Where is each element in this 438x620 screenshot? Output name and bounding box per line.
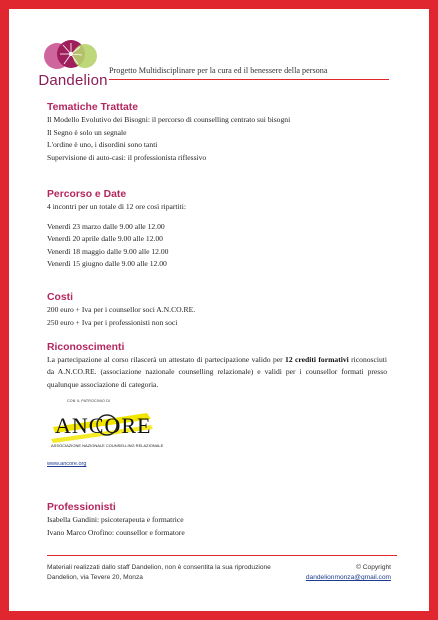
section-tematiche <box>47 101 290 164</box>
paragraph-bold: 12 crediti formativi <box>285 355 349 364</box>
list-item: Venerdì 18 maggio dalle 9.00 alle 12.00 <box>47 246 169 256</box>
section-title: Riconoscimenti <box>47 342 125 353</box>
header-subtitle: Progetto Multidisciplinare per la cura ed il benessere della persona <box>109 66 328 75</box>
list-item: Supervisione di auto-casi: il professionista riflessivo <box>47 152 207 162</box>
logo-text: Dandelion <box>38 72 108 89</box>
list-item: Ivano Marco Orofino: counsellor e formatore <box>47 527 185 537</box>
ancore-patronage: CON IL PATROCINIO DI <box>67 399 111 403</box>
section-title: Percorso e Date <box>47 189 127 200</box>
footer-right <box>299 563 391 583</box>
ancore-wordmark: ANCORE <box>55 413 152 438</box>
section-title: Costi <box>47 292 73 303</box>
list-item: Venerdì 20 aprile dalle 9.00 alle 12.00 <box>47 234 163 243</box>
ancore-logo <box>47 399 164 475</box>
list-item: Venerdì 15 giugno dalle 9.00 alle 12.00 <box>47 259 167 268</box>
dandelion-logo <box>33 39 113 91</box>
section-title: Professionisti <box>47 502 116 513</box>
ancore-subtitle: ASSOCIAZIONE NAZIONALE COUNSELLING RELAZIONALE <box>51 443 164 448</box>
footer-divider <box>47 555 397 556</box>
riconoscimenti-paragraph <box>47 354 387 391</box>
section-riconoscimenti <box>47 341 387 391</box>
list-item: Il Modello Evolutivo dei Bisogni: il percorso di counselling centrato sui bisogni <box>47 115 291 124</box>
section-percorso <box>47 188 186 271</box>
list-item: Venerdì 23 marzo dalle 9.00 alle 12.00 <box>47 221 165 231</box>
paragraph-text: La partecipazione al corso rilascerà un attestato di partecipazione valido per <box>47 355 286 364</box>
list-item: 250 euro + Iva per i professionisti non soci <box>47 317 178 327</box>
list-item: 200 euro + Iva per i counsellor soci A.N.CO.RE. <box>47 305 196 314</box>
section-costi <box>47 291 195 329</box>
email-link[interactable]: dandelionmonza@gmail.com <box>305 574 391 581</box>
section-title: Tematiche Trattate <box>47 102 139 113</box>
ancore-link[interactable]: www.ancore.org <box>47 461 87 467</box>
footer-notice: Materiali realizzati dallo staff Dandelion, non è consentita la sua riproduzione <box>47 564 271 571</box>
footer-left <box>47 563 271 583</box>
list-item: Il Segno è solo un segnale <box>47 127 127 137</box>
dandelion-flower-icon <box>41 39 101 73</box>
copyright-text: © Copyright <box>356 564 391 571</box>
intro-text: 4 incontri per un totale di 12 ore così ripartiti: <box>47 202 186 211</box>
section-professionisti <box>47 501 185 539</box>
list-item: Isabella Gandini: psicoterapeuta e formatrice <box>47 515 184 524</box>
list-item: L'ordine è uno, i disordini sono tanti <box>47 140 158 149</box>
footer-address: Dandelion, via Tevere 20, Monza <box>47 574 143 581</box>
paragraph-text: riconosciuti da A.N.CO.RE. (associazione nazionale counselling relazionale) e validi per i counsellor formati presso qualunque associazione di categoria. <box>47 355 387 389</box>
header-divider <box>109 79 389 80</box>
document-page <box>9 9 429 611</box>
